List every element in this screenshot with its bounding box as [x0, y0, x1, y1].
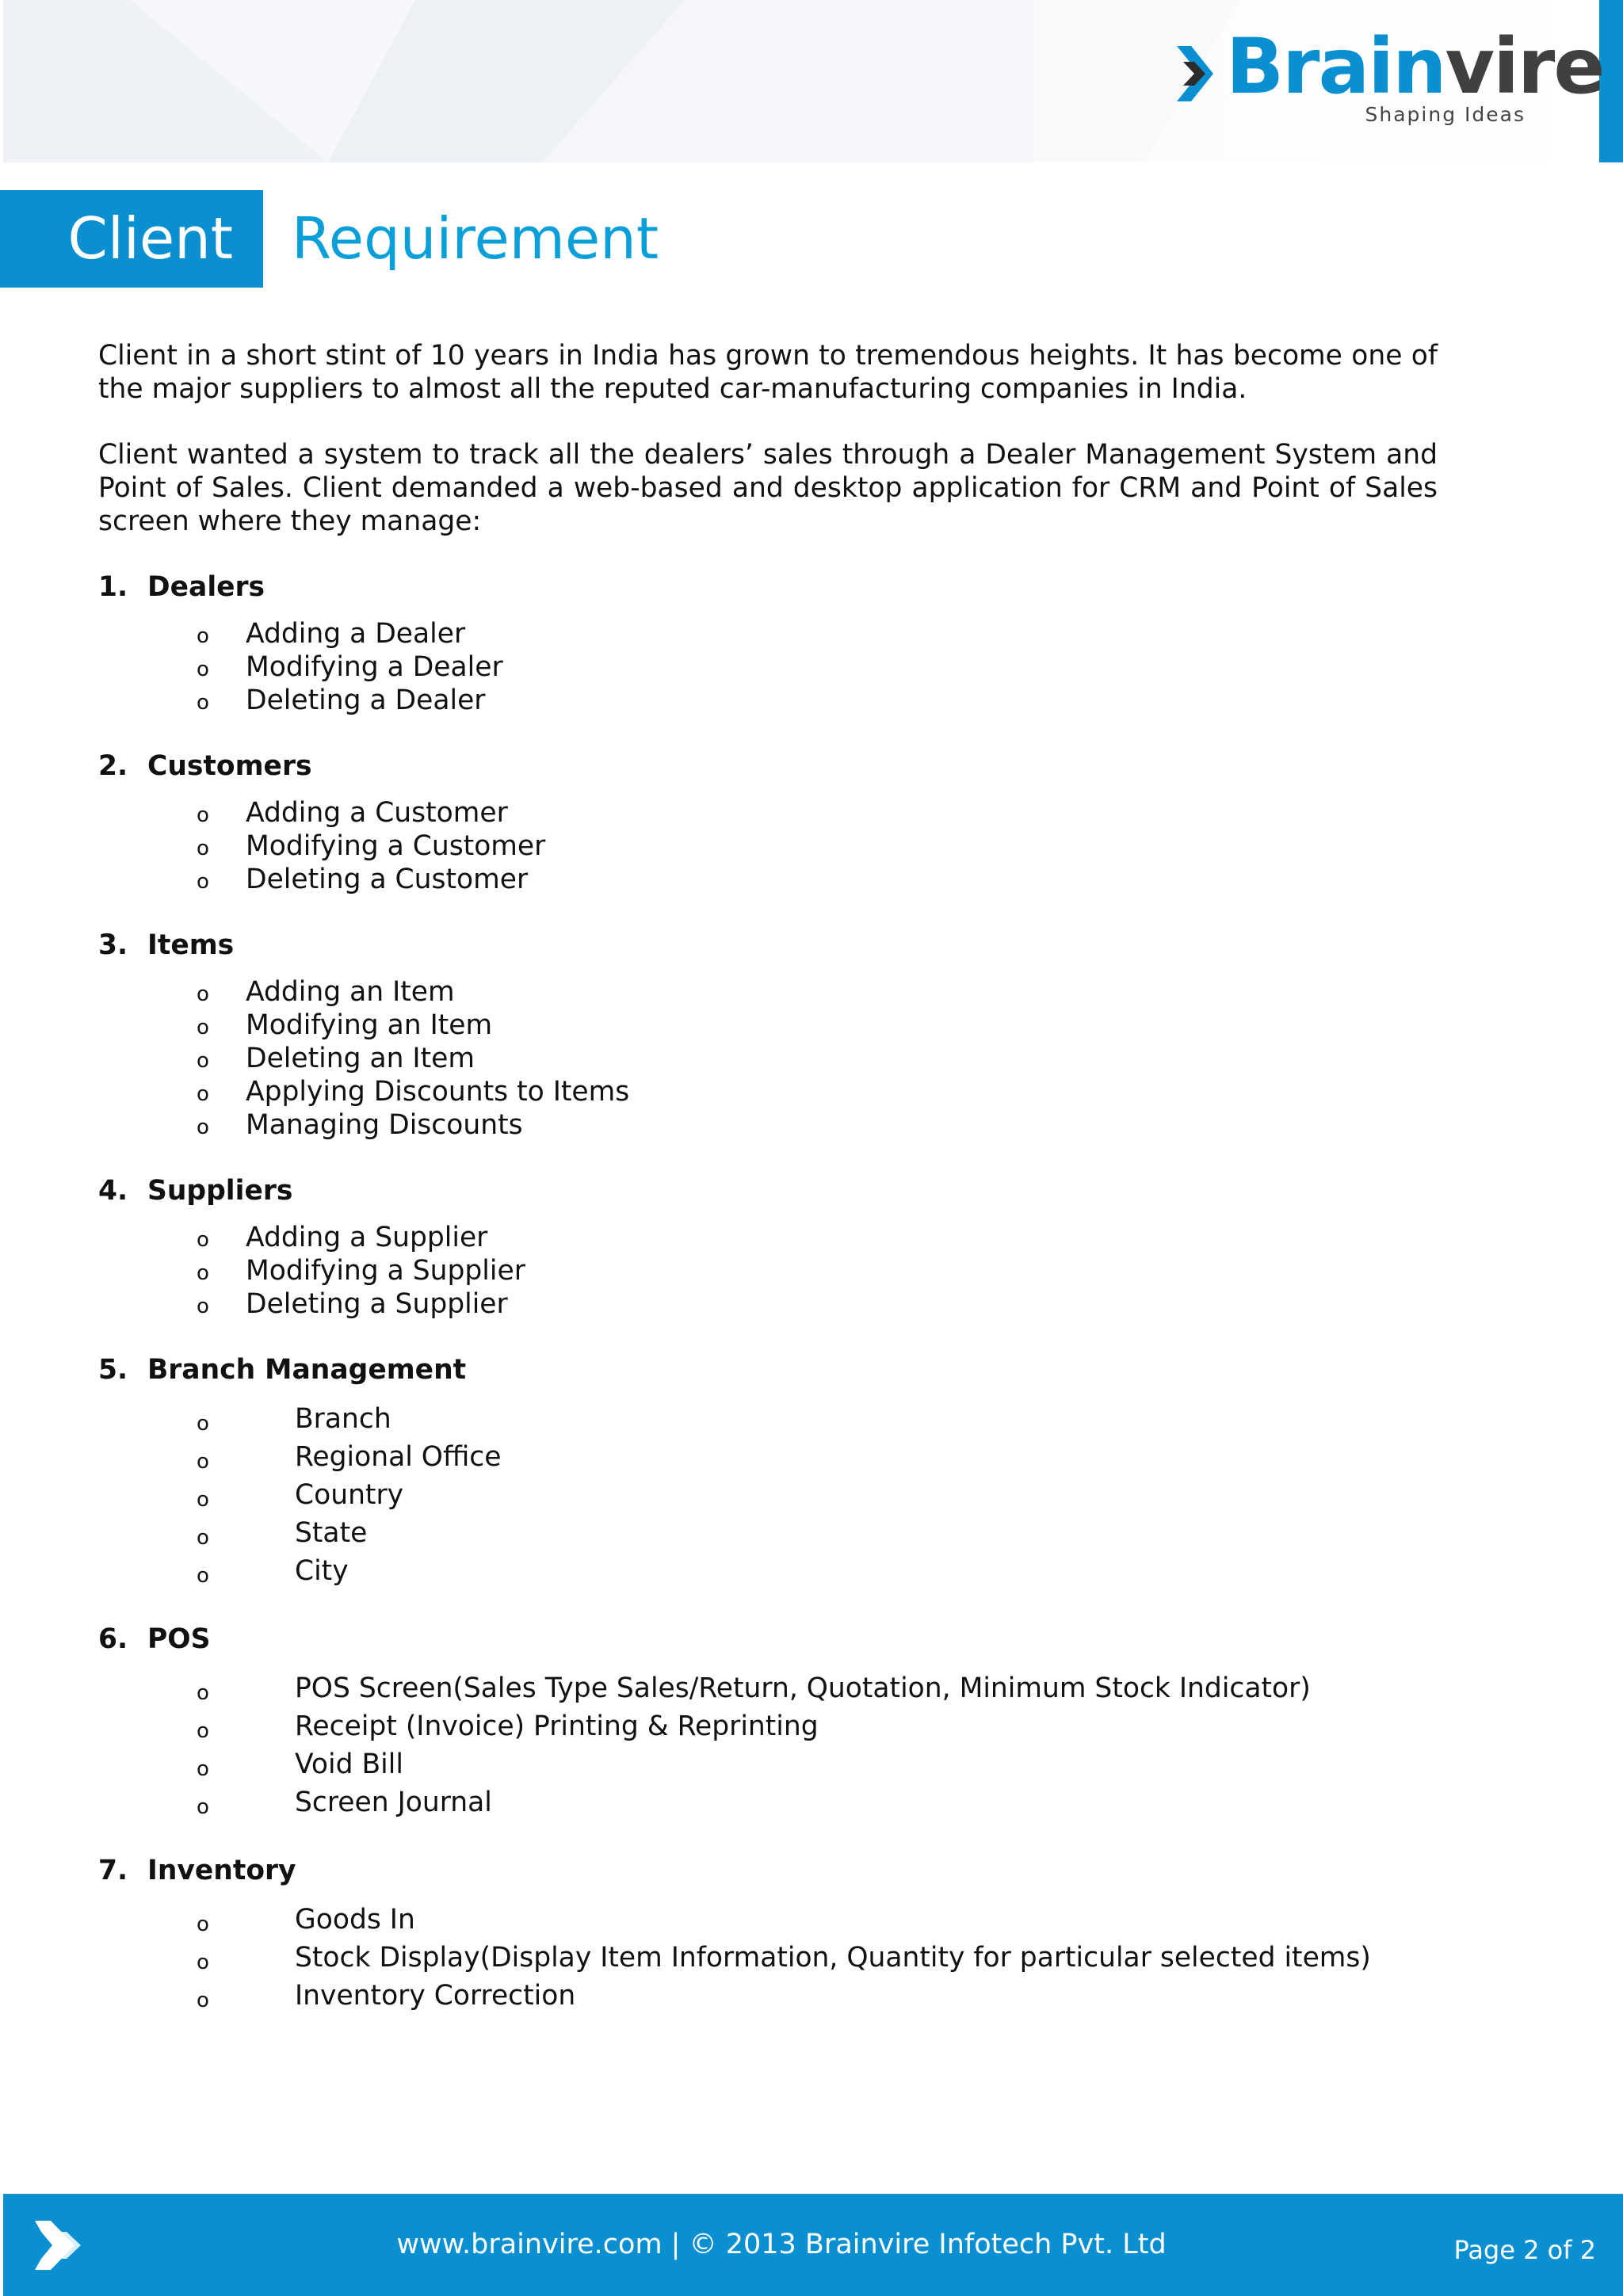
section-title: POS — [147, 1623, 211, 1655]
brand-chevron-icon — [1177, 46, 1218, 101]
intro-paragraph-2: Client wanted a system to track all the dealers’ sales through a Dealer Management System and Point of Sales. Client demanded a web-based and desktop application for CRM and Point of Sales screen where they manage: — [98, 439, 1438, 537]
list-item-text: Modifying a Customer — [246, 830, 546, 862]
bullet-icon: o — [197, 1261, 209, 1285]
list-item — [98, 830, 1438, 863]
list-item-text: Applying Discounts to Items — [246, 1076, 630, 1108]
list-item-text: Modifying a Supplier — [246, 1255, 525, 1287]
bullet-icon: o — [197, 1412, 209, 1436]
list-item-text: Modifying an Item — [246, 1009, 493, 1041]
list-item-text: Adding a Customer — [246, 797, 508, 829]
list-item-text: Country — [295, 1479, 404, 1511]
section-number: 3. — [98, 929, 128, 961]
list-item-text: Void Bill — [295, 1749, 403, 1780]
brand-name-part1: Brain — [1226, 22, 1445, 111]
bullet-icon: o — [197, 837, 209, 860]
list-item — [98, 1552, 1438, 1590]
intro-paragraph-1: Client in a short stint of 10 years in India has grown to tremendous heights. It has become one of the major suppliers to almost all the reputed car-manufacturing companies in India. — [98, 340, 1438, 405]
brand-tagline: Shaping Ideas — [1365, 103, 1526, 126]
list-item-text: Screen Journal — [295, 1787, 492, 1818]
list-item-text: Deleting a Dealer — [246, 685, 486, 716]
brand-logo[interactable] — [1177, 22, 1604, 132]
list-item — [98, 1783, 1438, 1821]
list-item-text: Regional Office — [295, 1441, 502, 1473]
section-number: 2. — [98, 750, 128, 782]
list-item-text: Deleting a Customer — [246, 864, 529, 895]
bullet-icon: o — [197, 1681, 209, 1705]
footer-copyright-text[interactable]: www.brainvire.com | © 2013 Brainvire Infotech Pvt. Ltd — [396, 2229, 1167, 2260]
bullet-icon: o — [197, 691, 209, 715]
section-title: Customers — [147, 750, 312, 782]
page-title-client: Client — [67, 205, 233, 272]
list-item — [98, 1009, 1438, 1042]
list-item — [98, 1287, 1438, 1321]
list-item-text: Modifying a Dealer — [246, 651, 503, 683]
list-item-text: Deleting an Item — [246, 1043, 475, 1074]
list-item — [98, 1075, 1438, 1108]
list-item — [98, 1514, 1438, 1552]
section-number: 7. — [98, 1855, 128, 1886]
list-item — [98, 1977, 1438, 2015]
list-item — [98, 796, 1438, 830]
section-number: 5. — [98, 1354, 128, 1386]
list-item — [98, 1745, 1438, 1783]
section-title: Dealers — [147, 571, 265, 603]
section-title: Suppliers — [147, 1175, 293, 1207]
bullet-icon: o — [197, 1488, 209, 1512]
list-item-text: Adding a Dealer — [246, 618, 466, 650]
bullet-icon: o — [197, 1719, 209, 1743]
section-heading-pos — [98, 1623, 1438, 1656]
list-item — [98, 1438, 1438, 1476]
dealers-list — [98, 617, 1438, 717]
section-heading-inventory — [98, 1854, 1438, 1887]
list-item — [98, 1939, 1438, 1977]
suppliers-list — [98, 1221, 1438, 1321]
bullet-icon: o — [197, 982, 209, 1006]
section-heading-customers — [98, 749, 1438, 783]
bullet-icon: o — [197, 803, 209, 827]
inventory-list — [98, 1901, 1438, 2015]
bullet-icon: o — [197, 1951, 209, 1974]
section-heading-items — [98, 929, 1438, 962]
bullet-icon: o — [197, 1228, 209, 1252]
list-item — [98, 863, 1438, 896]
bullet-icon: o — [197, 1564, 209, 1588]
brand-wordmark — [1226, 22, 1604, 111]
branch-management-list — [98, 1400, 1438, 1590]
section-number: 1. — [98, 571, 128, 603]
customers-list — [98, 796, 1438, 896]
bullet-icon: o — [197, 1989, 209, 2012]
section-title: Inventory — [147, 1855, 296, 1886]
bullet-icon: o — [197, 658, 209, 681]
bullet-icon: o — [197, 1913, 209, 1936]
list-item — [98, 1042, 1438, 1075]
section-heading-suppliers — [98, 1174, 1438, 1207]
list-item — [98, 1476, 1438, 1514]
section-number: 4. — [98, 1175, 128, 1207]
list-item-text: POS Screen(Sales Type Sales/Return, Quotation, Minimum Stock Indicator) — [295, 1672, 1311, 1704]
bullet-icon: o — [197, 1450, 209, 1474]
items-list — [98, 975, 1438, 1142]
title-highlight-box — [0, 190, 263, 288]
list-item — [98, 1400, 1438, 1438]
section-number: 6. — [98, 1623, 128, 1655]
list-item — [98, 1221, 1438, 1254]
list-item — [98, 684, 1438, 717]
bullet-icon: o — [197, 1795, 209, 1819]
bullet-icon: o — [197, 1049, 209, 1073]
list-item-text: Deleting a Supplier — [246, 1288, 508, 1320]
list-item — [98, 1669, 1438, 1707]
page-title-requirement: Requirement — [292, 205, 659, 272]
section-title: Items — [147, 929, 235, 961]
bullet-icon: o — [197, 1082, 209, 1106]
section-title: Branch Management — [147, 1354, 467, 1386]
list-item-text: Inventory Correction — [295, 1980, 576, 2012]
list-item-text: Receipt (Invoice) Printing & Reprinting — [295, 1711, 819, 1742]
list-item — [98, 650, 1438, 684]
bullet-icon: o — [197, 1116, 209, 1139]
page-number: Page 2 of 2 — [1453, 2235, 1596, 2265]
list-item-text: Stock Display(Display Item Information, Quantity for particular selected items) — [295, 1942, 1371, 1974]
bullet-icon: o — [197, 870, 209, 894]
bullet-icon: o — [197, 1016, 209, 1039]
list-item-text: Managing Discounts — [246, 1109, 523, 1141]
bullet-icon: o — [197, 1757, 209, 1781]
list-item — [98, 617, 1438, 650]
list-item — [98, 1108, 1438, 1142]
list-item-text: Goods In — [295, 1904, 415, 1936]
list-item-text: State — [295, 1517, 368, 1549]
list-item — [98, 1254, 1438, 1287]
list-item-text: Adding a Supplier — [246, 1222, 488, 1253]
list-item — [98, 1707, 1438, 1745]
list-item-text: Branch — [295, 1403, 391, 1435]
pos-list — [98, 1669, 1438, 1821]
bullet-icon: o — [197, 1295, 209, 1318]
page-footer — [3, 2194, 1623, 2296]
list-item-text: City — [295, 1555, 349, 1587]
document-body — [98, 339, 1438, 2047]
section-heading-branch-management — [98, 1353, 1438, 1386]
bullet-icon: o — [197, 624, 209, 648]
footer-copyright — [3, 2229, 1623, 2260]
bullet-icon: o — [197, 1526, 209, 1550]
list-item-text: Adding an Item — [246, 976, 455, 1008]
section-heading-dealers — [98, 570, 1438, 604]
list-item — [98, 1901, 1438, 1939]
list-item — [98, 975, 1438, 1009]
brand-name-part2: vire — [1445, 22, 1604, 111]
